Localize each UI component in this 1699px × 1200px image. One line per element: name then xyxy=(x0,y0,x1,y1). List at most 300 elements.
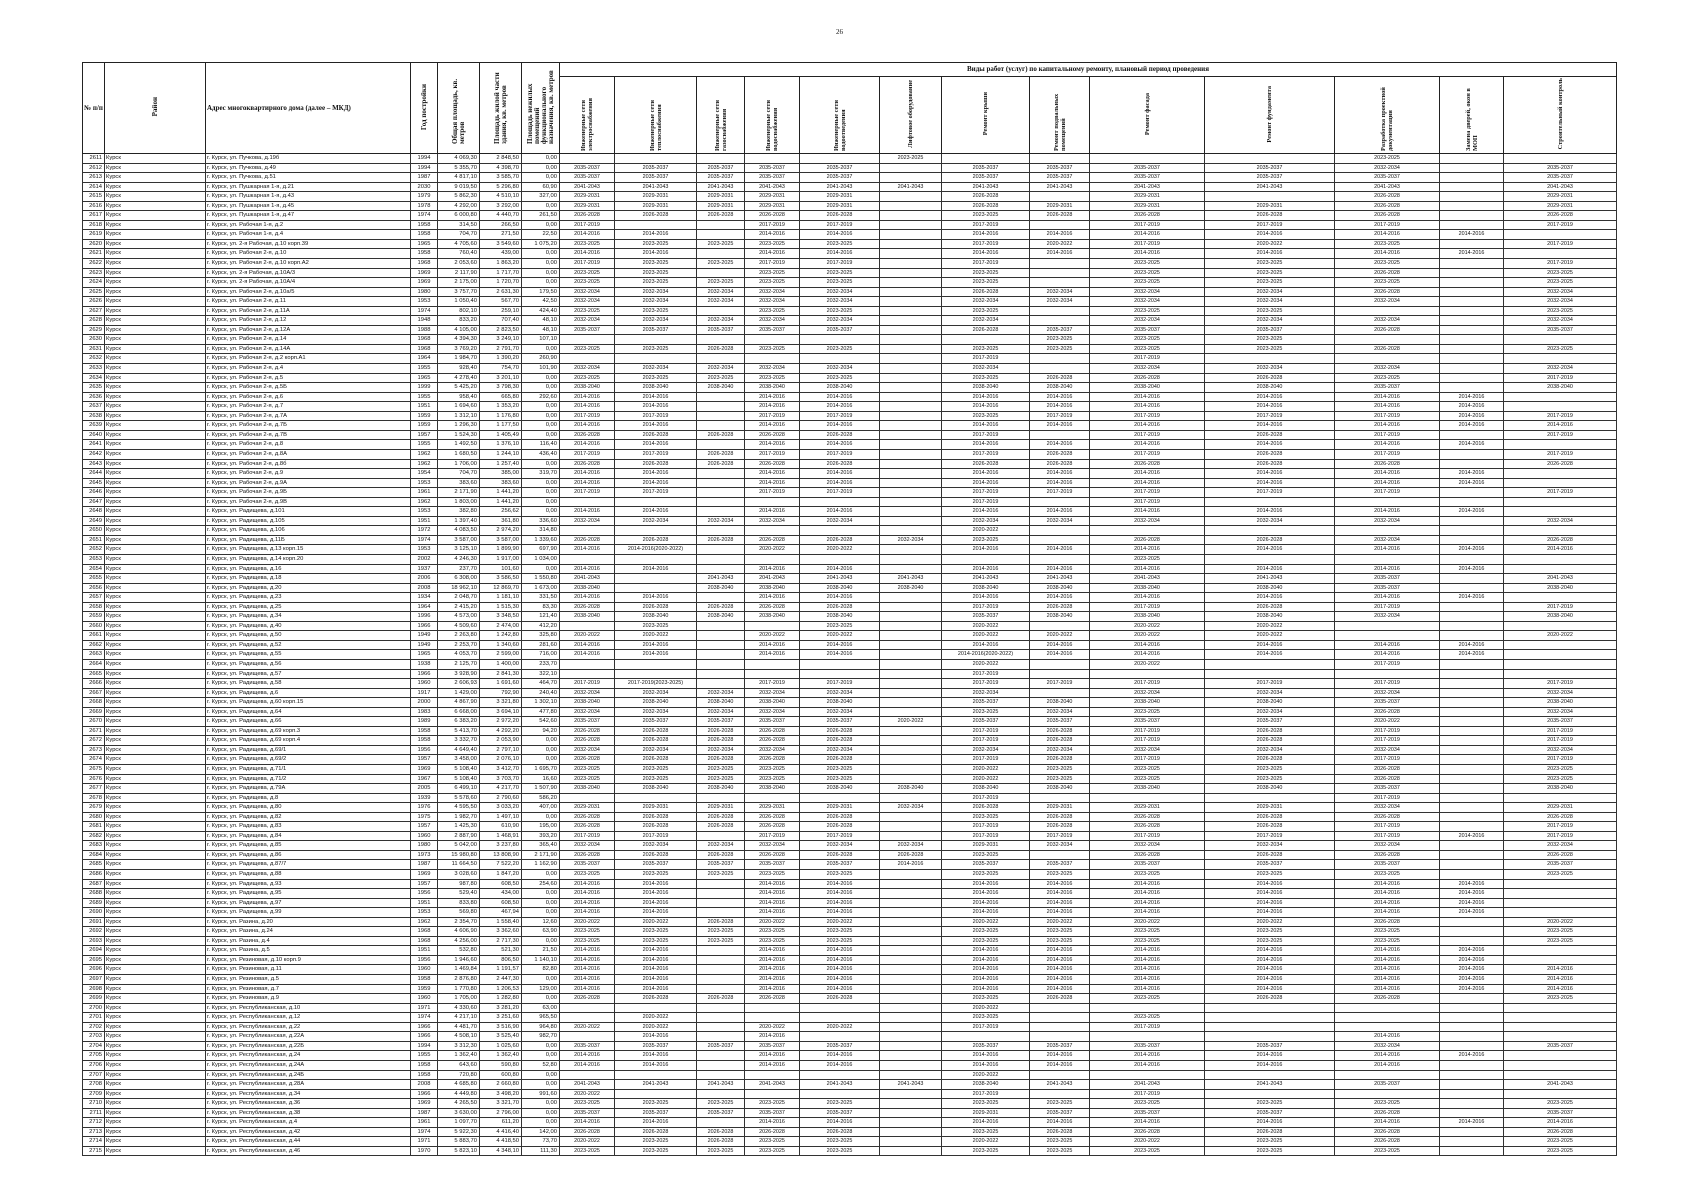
cell-build-year: 1989 xyxy=(411,717,438,727)
cell-doors-windows-period xyxy=(1440,1032,1504,1042)
cell-construction-control-period: 2038-2040 xyxy=(1504,583,1617,593)
cell-build-year: 1960 xyxy=(411,965,438,975)
cell-sewage-period: 2035-2037 xyxy=(800,1108,880,1118)
cell-nonliving-area: 542,60 xyxy=(522,717,560,727)
cell-row-number: 2628 xyxy=(83,316,105,326)
cell-sewage-period: 2014-2016 xyxy=(800,650,880,660)
cell-foundation-period: 2014-2016 xyxy=(1205,965,1335,975)
cell-nonliving-area: 94,20 xyxy=(522,726,560,736)
cell-construction-control-period xyxy=(1504,478,1617,488)
cell-construction-control-period: 2023-2025 xyxy=(1504,774,1617,784)
cell-nonliving-area: 0,00 xyxy=(522,908,560,918)
cell-living-area: 1 899,90 xyxy=(480,545,522,555)
cell-water-period: 2035-2037 xyxy=(745,325,800,335)
cell-elevator-period xyxy=(880,936,942,946)
cell-facade-period: 2026-2028 xyxy=(1090,822,1205,832)
cell-build-year: 1983 xyxy=(411,707,438,717)
cell-gas-period xyxy=(697,220,745,230)
cell-roof-period: 2020-2022 xyxy=(942,917,1030,927)
cell-design-docs-period: 2026-2028 xyxy=(1335,1108,1440,1118)
cell-doors-windows-period: 2014-2016 xyxy=(1440,640,1504,650)
cell-total-area: 3 630,00 xyxy=(438,1108,480,1118)
cell-basement-period: 2014-2016 xyxy=(1030,898,1090,908)
cell-build-year: 1957 xyxy=(411,879,438,889)
cell-basement-period: 2014-2016 xyxy=(1030,421,1090,431)
cell-doors-windows-period: 2014-2016 xyxy=(1440,421,1504,431)
cell-district: Курск xyxy=(105,211,206,221)
cell-roof-period: 2014-2016 xyxy=(942,478,1030,488)
cell-sewage-period: 2026-2028 xyxy=(800,211,880,221)
cell-construction-control-period: 2026-2028 xyxy=(1504,1127,1617,1137)
cell-nonliving-area: 327,00 xyxy=(522,192,560,202)
cell-build-year: 1994 xyxy=(411,163,438,173)
cell-water-period: 2032-2034 xyxy=(745,364,800,374)
cell-basement-period xyxy=(1030,554,1090,564)
cell-total-area: 237,70 xyxy=(438,564,480,574)
cell-facade-period: 2026-2028 xyxy=(1090,1127,1205,1137)
cell-row-number: 2661 xyxy=(83,631,105,641)
cell-basement-period: 2032-2034 xyxy=(1030,516,1090,526)
cell-address: г. Курск, ул. Радищева, д.34 xyxy=(206,612,411,622)
cell-doors-windows-period: 2014-2016 xyxy=(1440,831,1504,841)
cell-doors-windows-period: 2014-2016 xyxy=(1440,392,1504,402)
cell-construction-control-period: 2017-2019 xyxy=(1504,831,1617,841)
cell-design-docs-period: 2035-2037 xyxy=(1335,784,1440,794)
table-row xyxy=(83,793,1617,803)
cell-foundation-period: 2014-2016 xyxy=(1205,889,1335,899)
cell-total-area: 833,20 xyxy=(438,316,480,326)
cell-design-docs-period: 2026-2028 xyxy=(1335,459,1440,469)
cell-elevator-period xyxy=(880,879,942,889)
cell-row-number: 2634 xyxy=(83,373,105,383)
cell-row-number: 2644 xyxy=(83,469,105,479)
cell-construction-control-period: 2023-2025 xyxy=(1504,268,1617,278)
cell-basement-period: 2014-2016 xyxy=(1030,249,1090,259)
cell-electric-period: 2014-2016 xyxy=(560,249,615,259)
cell-nonliving-area: 0,00 xyxy=(522,402,560,412)
cell-nonliving-area: 436,40 xyxy=(522,449,560,459)
cell-living-area: 590,80 xyxy=(480,1060,522,1070)
cell-design-docs-period xyxy=(1335,554,1440,564)
cell-build-year: 1969 xyxy=(411,268,438,278)
cell-elevator-period xyxy=(880,335,942,345)
cell-heating-period: 2020-2022 xyxy=(615,631,697,641)
cell-design-docs-period: 2017-2019 xyxy=(1335,659,1440,669)
cell-build-year: 1994 xyxy=(411,154,438,164)
cell-row-number: 2635 xyxy=(83,383,105,393)
cell-foundation-period: 2032-2034 xyxy=(1205,316,1335,326)
cell-basement-period xyxy=(1030,316,1090,326)
cell-elevator-period xyxy=(880,1108,942,1118)
cell-roof-period: 2014-2016 xyxy=(942,402,1030,412)
cell-row-number: 2710 xyxy=(83,1099,105,1109)
cell-basement-period: 2026-2028 xyxy=(1030,755,1090,765)
cell-water-period: 2023-2025 xyxy=(745,774,800,784)
cell-basement-period: 2023-2025 xyxy=(1030,1137,1090,1147)
cell-row-number: 2619 xyxy=(83,230,105,240)
cell-elevator-period xyxy=(880,1003,942,1013)
cell-address: г. Курск, ул. Рабочая 2-я, д.14 xyxy=(206,335,411,345)
cell-living-area: 1 847,20 xyxy=(480,870,522,880)
cell-gas-period: 2026-2028 xyxy=(697,430,745,440)
cell-living-area: 3 525,40 xyxy=(480,1032,522,1042)
cell-build-year: 1966 xyxy=(411,1022,438,1032)
cell-heating-period: 2020-2022 xyxy=(615,1022,697,1032)
table-row xyxy=(83,287,1617,297)
cell-district: Курск xyxy=(105,1099,206,1109)
cell-sewage-period: 2032-2034 xyxy=(800,707,880,717)
cell-water-period xyxy=(745,659,800,669)
cell-build-year: 1960 xyxy=(411,831,438,841)
cell-total-area: 987,80 xyxy=(438,879,480,889)
cell-nonliving-area: 1 075,20 xyxy=(522,239,560,249)
cell-doors-windows-period xyxy=(1440,936,1504,946)
cell-district: Курск xyxy=(105,765,206,775)
cell-district: Курск xyxy=(105,593,206,603)
cell-basement-period: 2023-2025 xyxy=(1030,1099,1090,1109)
cell-roof-period: 2017-2019 xyxy=(942,220,1030,230)
cell-basement-period: 2020-2022 xyxy=(1030,917,1090,927)
cell-living-area: 2 076,10 xyxy=(480,755,522,765)
cell-gas-period: 2023-2025 xyxy=(697,765,745,775)
cell-address: г. Курск, ул. Резиновая, д.5 xyxy=(206,975,411,985)
cell-row-number: 2705 xyxy=(83,1051,105,1061)
cell-design-docs-period: 2020-2022 xyxy=(1335,717,1440,727)
cell-row-number: 2614 xyxy=(83,182,105,192)
cell-row-number: 2615 xyxy=(83,192,105,202)
cell-total-area: 1 770,80 xyxy=(438,984,480,994)
cell-doors-windows-period xyxy=(1440,449,1504,459)
cell-total-area: 4 817,10 xyxy=(438,173,480,183)
cell-roof-period: 2017-2019 xyxy=(942,497,1030,507)
cell-build-year: 1970 xyxy=(411,1146,438,1156)
cell-basement-period xyxy=(1030,669,1090,679)
cell-roof-period: 2014-2016 xyxy=(942,469,1030,479)
cell-elevator-period xyxy=(880,955,942,965)
cell-nonliving-area: 393,20 xyxy=(522,831,560,841)
cell-design-docs-period: 2032-2034 xyxy=(1335,516,1440,526)
cell-water-period xyxy=(745,1003,800,1013)
cell-living-area: 3 292,00 xyxy=(480,201,522,211)
cell-doors-windows-period xyxy=(1440,459,1504,469)
cell-facade-period: 2014-2016 xyxy=(1090,898,1205,908)
cell-facade-period: 2014-2016 xyxy=(1090,249,1205,259)
cell-doors-windows-period xyxy=(1440,488,1504,498)
cell-nonliving-area: 0,00 xyxy=(522,259,560,269)
cell-doors-windows-period xyxy=(1440,1137,1504,1147)
cell-nonliving-area: 233,70 xyxy=(522,659,560,669)
cell-design-docs-period: 2026-2028 xyxy=(1335,812,1440,822)
cell-facade-period: 2023-2025 xyxy=(1090,994,1205,1004)
cell-heating-period: 2014-2016 xyxy=(615,593,697,603)
cell-district: Курск xyxy=(105,784,206,794)
cell-build-year: 1966 xyxy=(411,621,438,631)
cell-living-area: 3 498,20 xyxy=(480,1089,522,1099)
cell-facade-period: 2014-2016 xyxy=(1090,946,1205,956)
cell-district: Курск xyxy=(105,469,206,479)
cell-electric-period: 2035-2037 xyxy=(560,860,615,870)
cell-foundation-period: 2014-2016 xyxy=(1205,402,1335,412)
cell-construction-control-period: 2026-2028 xyxy=(1504,211,1617,221)
cell-foundation-period: 2014-2016 xyxy=(1205,249,1335,259)
cell-doors-windows-period: 2014-2016 xyxy=(1440,593,1504,603)
cell-row-number: 2657 xyxy=(83,593,105,603)
cell-district: Курск xyxy=(105,392,206,402)
cell-electric-period xyxy=(560,335,615,345)
cell-foundation-period: 2017-2019 xyxy=(1205,411,1335,421)
cell-nonliving-area: 48,10 xyxy=(522,316,560,326)
cell-district: Курск xyxy=(105,1041,206,1051)
cell-living-area: 3 249,10 xyxy=(480,335,522,345)
cell-water-period: 2014-2016 xyxy=(745,1032,800,1042)
cell-sewage-period: 2041-2043 xyxy=(800,574,880,584)
cell-construction-control-period: 2032-2034 xyxy=(1504,364,1617,374)
cell-doors-windows-period xyxy=(1440,793,1504,803)
cell-row-number: 2612 xyxy=(83,163,105,173)
cell-total-area: 5 425,20 xyxy=(438,383,480,393)
cell-heating-period: 2023-2025 xyxy=(615,774,697,784)
cell-foundation-period: 2014-2016 xyxy=(1205,975,1335,985)
cell-design-docs-period: 2026-2028 xyxy=(1335,287,1440,297)
cell-elevator-period xyxy=(880,1032,942,1042)
cell-water-period: 2017-2019 xyxy=(745,488,800,498)
cell-design-docs-period: 2026-2028 xyxy=(1335,707,1440,717)
cell-sewage-period: 2014-2016 xyxy=(800,889,880,899)
cell-design-docs-period: 2026-2028 xyxy=(1335,192,1440,202)
cell-water-period: 2014-2016 xyxy=(745,421,800,431)
cell-row-number: 2674 xyxy=(83,755,105,765)
cell-doors-windows-period: 2014-2016 xyxy=(1440,411,1504,421)
cell-doors-windows-period xyxy=(1440,1060,1504,1070)
cell-elevator-period: 2026-2028 xyxy=(880,850,942,860)
cell-basement-period: 2023-2025 xyxy=(1030,1146,1090,1156)
cell-water-period: 2026-2028 xyxy=(745,736,800,746)
cell-sewage-period: 2029-2031 xyxy=(800,803,880,813)
cell-heating-period: 2023-2025 xyxy=(615,621,697,631)
cell-basement-period: 2014-2016 xyxy=(1030,1118,1090,1128)
cell-water-period: 2029-2031 xyxy=(745,201,800,211)
cell-water-period: 2026-2028 xyxy=(745,459,800,469)
cell-design-docs-period: 2017-2019 xyxy=(1335,488,1440,498)
cell-construction-control-period xyxy=(1504,946,1617,956)
cell-build-year: 1974 xyxy=(411,535,438,545)
cell-row-number: 2681 xyxy=(83,822,105,832)
table-row xyxy=(83,478,1617,488)
cell-facade-period: 2014-2016 xyxy=(1090,469,1205,479)
cell-heating-period: 2032-2034 xyxy=(615,316,697,326)
cell-doors-windows-period xyxy=(1440,679,1504,689)
cell-sewage-period xyxy=(800,154,880,164)
cell-construction-control-period: 2014-2016 xyxy=(1504,965,1617,975)
cell-facade-period: 2041-2043 xyxy=(1090,574,1205,584)
cell-elevator-period xyxy=(880,669,942,679)
cell-doors-windows-period xyxy=(1440,927,1504,937)
cell-build-year: 1973 xyxy=(411,850,438,860)
cell-nonliving-area: 0,00 xyxy=(522,268,560,278)
cell-total-area: 4 053,70 xyxy=(438,650,480,660)
cell-elevator-period xyxy=(880,1051,942,1061)
cell-district: Курск xyxy=(105,364,206,374)
table-row xyxy=(83,631,1617,641)
cell-elevator-period xyxy=(880,1099,942,1109)
cell-district: Курск xyxy=(105,726,206,736)
cell-roof-period: 2014-2016 xyxy=(942,889,1030,899)
cell-gas-period xyxy=(697,1060,745,1070)
cell-address: г. Курск, ул. Республиканская, д.24 xyxy=(206,1051,411,1061)
cell-foundation-period: 2014-2016 xyxy=(1205,898,1335,908)
cell-living-area: 3 251,60 xyxy=(480,1013,522,1023)
cell-sewage-period xyxy=(800,669,880,679)
cell-water-period: 2014-2016 xyxy=(745,392,800,402)
cell-district: Курск xyxy=(105,564,206,574)
cell-heating-period: 2026-2028 xyxy=(615,994,697,1004)
cell-living-area: 2 631,30 xyxy=(480,287,522,297)
cell-electric-period: 2020-2022 xyxy=(560,917,615,927)
cell-doors-windows-period: 2014-2016 xyxy=(1440,908,1504,918)
cell-roof-period: 2020-2022 xyxy=(942,1070,1030,1080)
cell-total-area: 2 117,90 xyxy=(438,268,480,278)
cell-facade-period xyxy=(1090,793,1205,803)
cell-electric-period: 2026-2028 xyxy=(560,1127,615,1137)
cell-build-year: 1958 xyxy=(411,220,438,230)
table-row xyxy=(83,259,1617,269)
cell-facade-period: 2038-2040 xyxy=(1090,784,1205,794)
cell-foundation-period: 2023-2025 xyxy=(1205,1137,1335,1147)
cell-facade-period: 2014-2016 xyxy=(1090,507,1205,517)
cell-heating-period: 2041-2043 xyxy=(615,182,697,192)
cell-address: г. Курск, ул. Пушкарная 1-я, д.43 xyxy=(206,192,411,202)
cell-total-area: 1 397,40 xyxy=(438,516,480,526)
cell-total-area: 833,80 xyxy=(438,898,480,908)
cell-total-area: 1 946,60 xyxy=(438,955,480,965)
table-row xyxy=(83,640,1617,650)
cell-address: г. Курск, ул. 2-я Рабочая, д.10 корп.39 xyxy=(206,239,411,249)
cell-heating-period xyxy=(615,335,697,345)
cell-total-area: 3 757,70 xyxy=(438,287,480,297)
cell-water-period: 2014-2016 xyxy=(745,965,800,975)
cell-elevator-period xyxy=(880,593,942,603)
cell-address: г. Курск, ул. Радищева, д.95 xyxy=(206,889,411,899)
cell-electric-period: 2026-2028 xyxy=(560,602,615,612)
cell-build-year: 1938 xyxy=(411,659,438,669)
cell-address: г. Курск, ул. Радищева, д.93 xyxy=(206,879,411,889)
table-row xyxy=(83,421,1617,431)
cell-doors-windows-period xyxy=(1440,726,1504,736)
cell-electric-period: 2032-2034 xyxy=(560,297,615,307)
cell-roof-period: 2038-2040 xyxy=(942,784,1030,794)
cell-water-period: 2041-2043 xyxy=(745,574,800,584)
cell-total-area: 2 048,70 xyxy=(438,593,480,603)
col-header-build-year: Год постройки xyxy=(411,63,438,154)
cell-doors-windows-period xyxy=(1440,220,1504,230)
cell-gas-period: 2029-2031 xyxy=(697,192,745,202)
cell-row-number: 2658 xyxy=(83,602,105,612)
table-row xyxy=(83,459,1617,469)
cell-electric-period xyxy=(560,526,615,536)
cell-doors-windows-period xyxy=(1440,612,1504,622)
cell-electric-period: 2014-2016 xyxy=(560,946,615,956)
cell-elevator-period xyxy=(880,278,942,288)
cell-address: г. Курск, ул. Рабочая 2-я, д.14А xyxy=(206,344,411,354)
cell-living-area: 4 416,40 xyxy=(480,1127,522,1137)
cell-construction-control-period xyxy=(1504,507,1617,517)
cell-water-period: 2026-2028 xyxy=(745,726,800,736)
cell-doors-windows-period: 2014-2016 xyxy=(1440,507,1504,517)
cell-facade-period: 2014-2016 xyxy=(1090,392,1205,402)
cell-facade-period: 2029-2031 xyxy=(1090,803,1205,813)
cell-water-period: 2014-2016 xyxy=(745,975,800,985)
cell-district: Курск xyxy=(105,554,206,564)
cell-design-docs-period: 2014-2016 xyxy=(1335,392,1440,402)
cell-total-area: 4 265,50 xyxy=(438,1099,480,1109)
cell-water-period: 2020-2022 xyxy=(745,545,800,555)
cell-foundation-period: 2041-2043 xyxy=(1205,182,1335,192)
cell-facade-period: 2017-2019 xyxy=(1090,1022,1205,1032)
cell-heating-period: 2014-2016 xyxy=(615,965,697,975)
cell-water-period: 2026-2028 xyxy=(745,430,800,440)
cell-electric-period: 2041-2043 xyxy=(560,1080,615,1090)
cell-row-number: 2666 xyxy=(83,679,105,689)
cell-total-area: 3 312,30 xyxy=(438,1041,480,1051)
cell-address: г. Курск, ул. Рабочая 2-я, д.2 корп.А1 xyxy=(206,354,411,364)
cell-design-docs-period xyxy=(1335,621,1440,631)
cell-district: Курск xyxy=(105,850,206,860)
cell-build-year: 1987 xyxy=(411,1108,438,1118)
cell-living-area: 2 797,10 xyxy=(480,745,522,755)
cell-doors-windows-period xyxy=(1440,755,1504,765)
cell-design-docs-period: 2014-2016 xyxy=(1335,650,1440,660)
cell-nonliving-area: 325,80 xyxy=(522,631,560,641)
cell-nonliving-area: 0,00 xyxy=(522,173,560,183)
cell-address: г. Курск, ул. Радищева, д.86 xyxy=(206,850,411,860)
cell-electric-period: 2026-2028 xyxy=(560,812,615,822)
cell-facade-period: 2035-2037 xyxy=(1090,325,1205,335)
cell-sewage-period: 2026-2028 xyxy=(800,726,880,736)
cell-living-area: 2 790,60 xyxy=(480,793,522,803)
cell-foundation-period: 2026-2028 xyxy=(1205,726,1335,736)
cell-total-area: 2 263,80 xyxy=(438,631,480,641)
cell-basement-period xyxy=(1030,688,1090,698)
cell-row-number: 2611 xyxy=(83,154,105,164)
cell-sewage-period: 2023-2025 xyxy=(800,774,880,784)
cell-water-period: 2017-2019 xyxy=(745,411,800,421)
cell-water-period: 2038-2040 xyxy=(745,698,800,708)
cell-electric-period: 2023-2025 xyxy=(560,373,615,383)
cell-gas-period: 2023-2025 xyxy=(697,373,745,383)
cell-water-period xyxy=(745,793,800,803)
cell-district: Курск xyxy=(105,526,206,536)
cell-heating-period xyxy=(615,554,697,564)
cell-build-year: 1953 xyxy=(411,908,438,918)
cell-heating-period: 2014-2016 xyxy=(615,879,697,889)
cell-facade-period: 2020-2022 xyxy=(1090,659,1205,669)
cell-total-area: 4 394,30 xyxy=(438,335,480,345)
cell-total-area: 532,80 xyxy=(438,946,480,956)
cell-sewage-period: 2017-2019 xyxy=(800,449,880,459)
cell-foundation-period: 2014-2016 xyxy=(1205,507,1335,517)
cell-elevator-period xyxy=(880,917,942,927)
cell-gas-period xyxy=(697,268,745,278)
cell-build-year: 1966 xyxy=(411,669,438,679)
cell-electric-period xyxy=(560,1070,615,1080)
table-row xyxy=(83,736,1617,746)
cell-doors-windows-period xyxy=(1440,774,1504,784)
cell-facade-period: 2026-2028 xyxy=(1090,459,1205,469)
cell-address: г. Курск, ул. Резиновая, д.10 корп.9 xyxy=(206,955,411,965)
cell-foundation-period xyxy=(1205,354,1335,364)
cell-foundation-period: 2032-2034 xyxy=(1205,841,1335,851)
cell-foundation-period: 2023-2025 xyxy=(1205,306,1335,316)
